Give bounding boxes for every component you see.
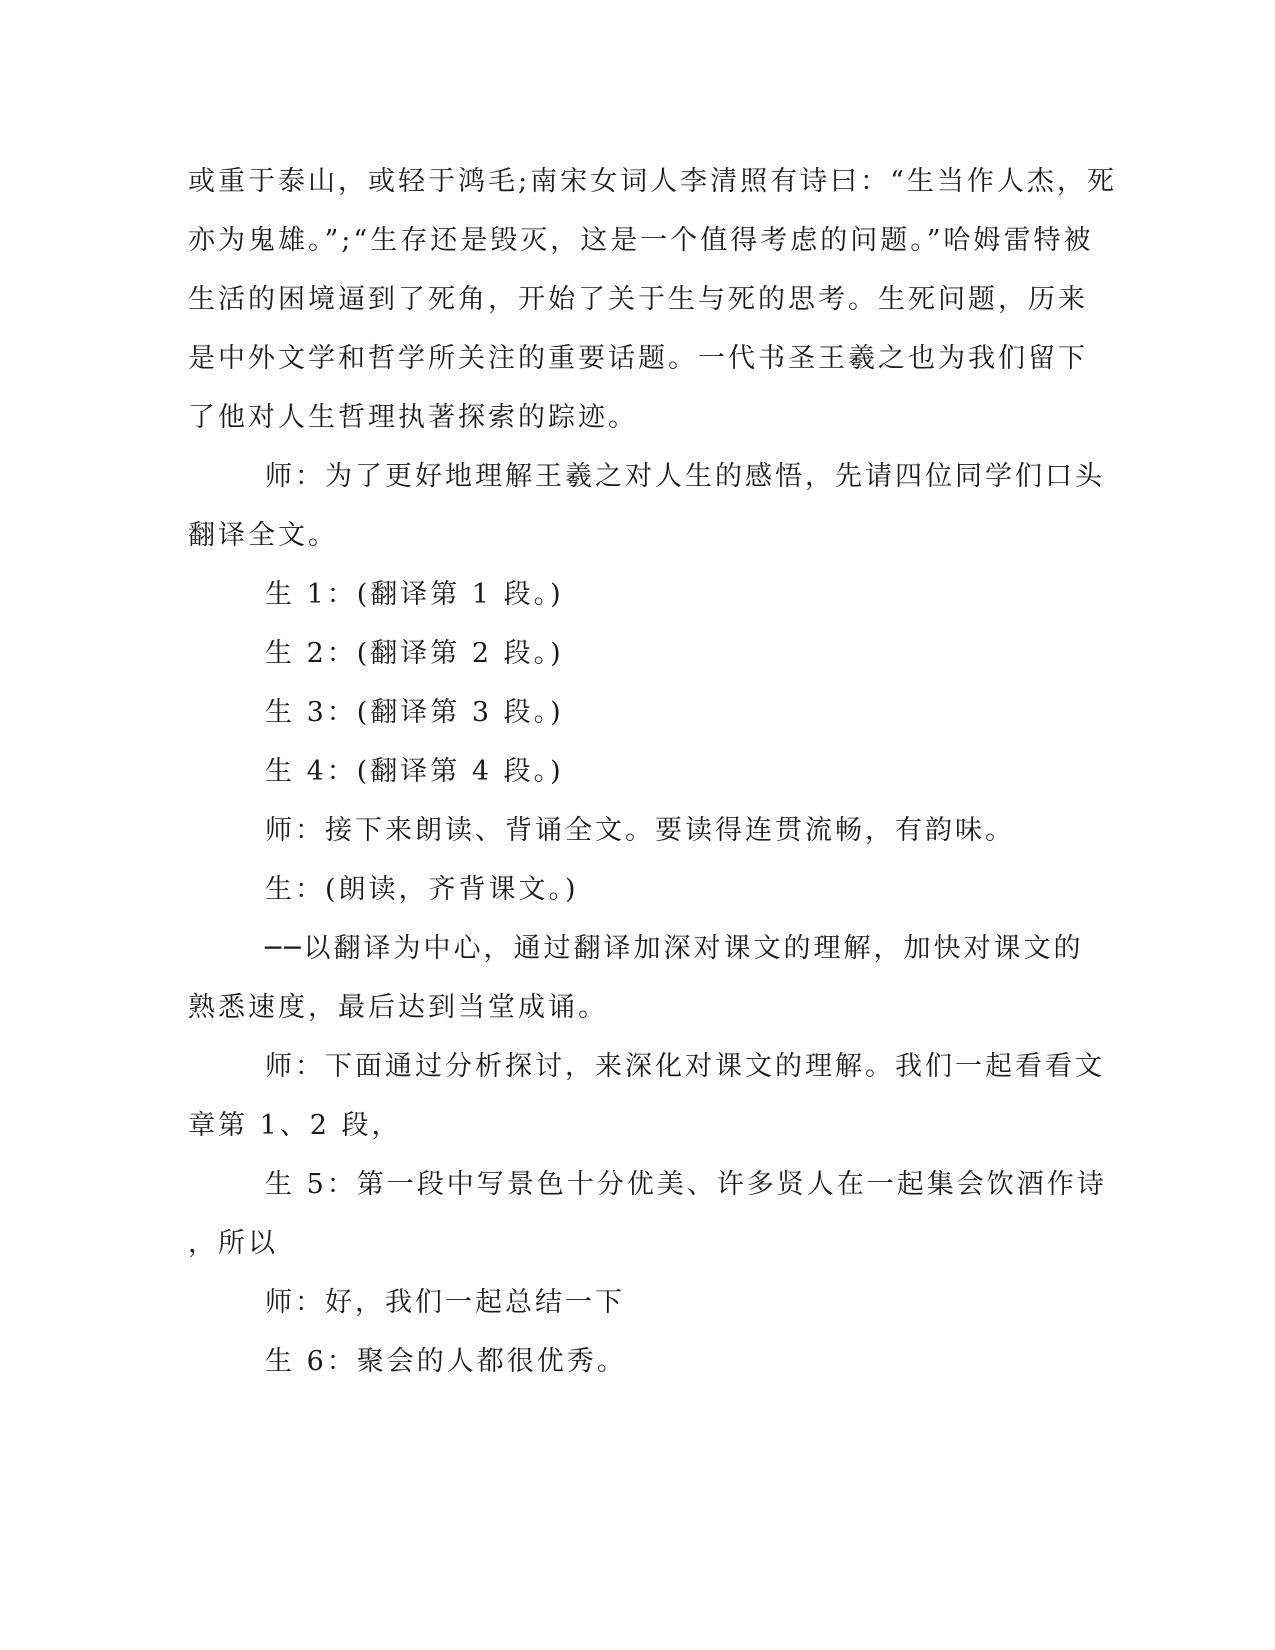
teacher-line-3: 师：下面通过分析探讨，来深化对课文的理解。我们一起看看文 <box>265 1051 1105 1082</box>
text-line-4: 是中外文学和哲学所关注的重要话题。一代书圣王羲之也为我们留下 <box>188 343 1088 374</box>
student-line-1: 生 1：(翻译第 1 段。) <box>265 579 564 610</box>
student-line-3: 生 3：(翻译第 3 段。) <box>265 697 564 728</box>
text-line-19: ，所以 <box>188 1228 278 1259</box>
student-line-7: 生 6：聚会的人都很优秀。 <box>265 1346 627 1377</box>
text-line-1: 或重于泰山，或轻于鸿毛;南宋女词人李清照有诗曰：“生当作人杰，死 <box>188 166 1117 197</box>
student-line-2: 生 2：(翻译第 2 段。) <box>265 638 564 669</box>
text-line-17: 章第 1、2 段， <box>188 1110 402 1141</box>
student-line-5: 生：(朗读，齐背课文。) <box>265 874 579 905</box>
note-line-2: 熟悉速度，最后达到当堂成诵。 <box>188 992 608 1023</box>
text-line-3: 生活的困境逼到了死角，开始了关于生与死的思考。生死问题，历来 <box>188 284 1088 315</box>
teacher-line-1: 师：为了更好地理解王羲之对人生的感悟，先请四位同学们口头 <box>265 461 1105 492</box>
student-line-6: 生 5：第一段中写景色十分优美、许多贤人在一起集会饮酒作诗 <box>265 1169 1107 1200</box>
note-line-1: ──以翻译为中心，通过翻译加深对课文的理解，加快对课文的 <box>265 933 1084 964</box>
teacher-line-2: 师：接下来朗读、背诵全文。要读得连贯流畅，有韵味。 <box>265 815 1015 846</box>
text-line-2: 亦为鬼雄。”;“生存还是毁灭，这是一个值得考虑的问题。”哈姆雷特被 <box>188 225 1094 256</box>
text-line-7: 翻译全文。 <box>188 520 338 551</box>
teacher-line-4: 师：好，我们一起总结一下 <box>265 1287 625 1318</box>
student-line-4: 生 4：(翻译第 4 段。) <box>265 756 564 787</box>
text-line-5: 了他对人生哲理执著探索的踪迹。 <box>188 402 638 433</box>
